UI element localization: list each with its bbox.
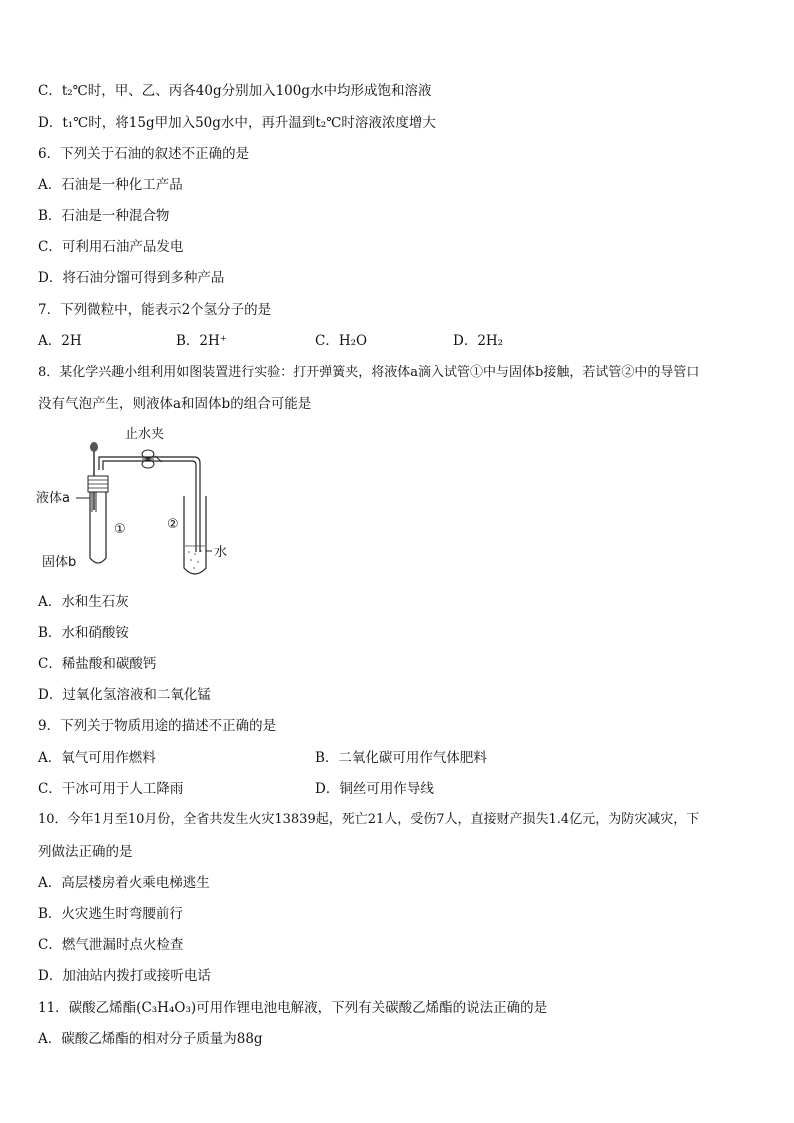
q9-option-d: D．铜丝可用作导线 — [315, 781, 434, 797]
q8-option-a: A．水和生石灰 — [38, 594, 129, 610]
q11-option-a: A．碳酸乙烯酯的相对分子质量为88g — [38, 1031, 263, 1047]
q8-option-c: C．稀盐酸和碳酸钙 — [38, 656, 157, 672]
q8-stem-line1: 8．某化学兴趣小组利用如图装置进行实验：打开弹簧夹，将液体a滴入试管①中与固体b接触，若试管②中的导管口 — [38, 365, 700, 380]
q10-option-c: C．燃气泄漏时点火检查 — [38, 937, 184, 953]
tube-1-label: ① — [114, 522, 126, 537]
q6-stem: 6．下列关于石油的叙述不正确的是 — [38, 146, 250, 162]
q5-option-d: D．t₁℃时，将15g甲加入50g水中，再升温到t₂℃时溶液浓度增大 — [38, 115, 436, 131]
solid-b-label: 固体b — [42, 555, 77, 570]
q6-option-d: D．将石油分馏可得到多种产品 — [38, 270, 225, 286]
q8-option-d: D．过氧化氢溶液和二氧化锰 — [38, 687, 211, 703]
q6-option-c: C．可利用石油产品发电 — [38, 239, 184, 255]
clamp-label: 止水夹 — [125, 427, 165, 442]
q7-stem: 7．下列微粒中，能表示2个氢分子的是 — [38, 302, 272, 318]
q9-option-a: A．氧气可用作燃料 — [38, 750, 156, 766]
water-label: 水 — [214, 545, 228, 560]
q11-stem: 11．碳酸乙烯酯(C₃H₄O₃)可用作锂电池电解液，下列有关碳酸乙烯酯的说法正确的是 — [38, 1000, 548, 1016]
q9-stem: 9．下列关于物质用途的描述不正确的是 — [38, 718, 277, 734]
q10-option-b: B．火灾逃生时弯腰前行 — [38, 906, 183, 922]
q10-option-d: D．加油站内拨打或接听电话 — [38, 968, 211, 984]
q10-stem-line1: 10．今年1月至10月份，全省共发生火灾13839起，死亡21人，受伤7人，直接财产损失1.4亿元，为防灾减灾，下 — [38, 812, 700, 827]
q7-option-c: C．H₂O — [315, 333, 368, 349]
apparatus-diagram — [36, 420, 246, 580]
clamp-icon — [142, 450, 162, 468]
q10-option-a: A．高层楼房着火乘电梯逃生 — [38, 875, 210, 891]
q7-option-d: D．2H₂ — [453, 333, 504, 349]
q8-option-b: B．水和硝酸铵 — [38, 625, 129, 641]
q5-option-c: C．t₂℃时，甲、乙、丙各40g分别加入100g水中均形成饱和溶液 — [38, 83, 432, 99]
tube-2-label: ② — [167, 517, 179, 532]
q9-option-b: B．二氧化碳可用作气体肥料 — [315, 750, 487, 766]
q7-option-a: A．2H — [38, 333, 82, 349]
q9-option-c: C．干冰可用于人工降雨 — [38, 781, 184, 797]
connecting-tube-inner — [103, 461, 196, 552]
q7-option-b: B．2H⁺ — [176, 333, 227, 349]
q6-option-b: B．石油是一种混合物 — [38, 208, 170, 224]
q10-stem-line2: 列做法正确的是 — [38, 844, 133, 860]
liquid-a-label: 液体a — [36, 491, 70, 506]
q8-stem-line2: 没有气泡产生，则液体a和固体b的组合可能是 — [38, 396, 312, 412]
connecting-tube — [99, 457, 200, 552]
q6-option-a: A．石油是一种化工产品 — [38, 177, 183, 193]
test-tube-2 — [184, 496, 206, 574]
